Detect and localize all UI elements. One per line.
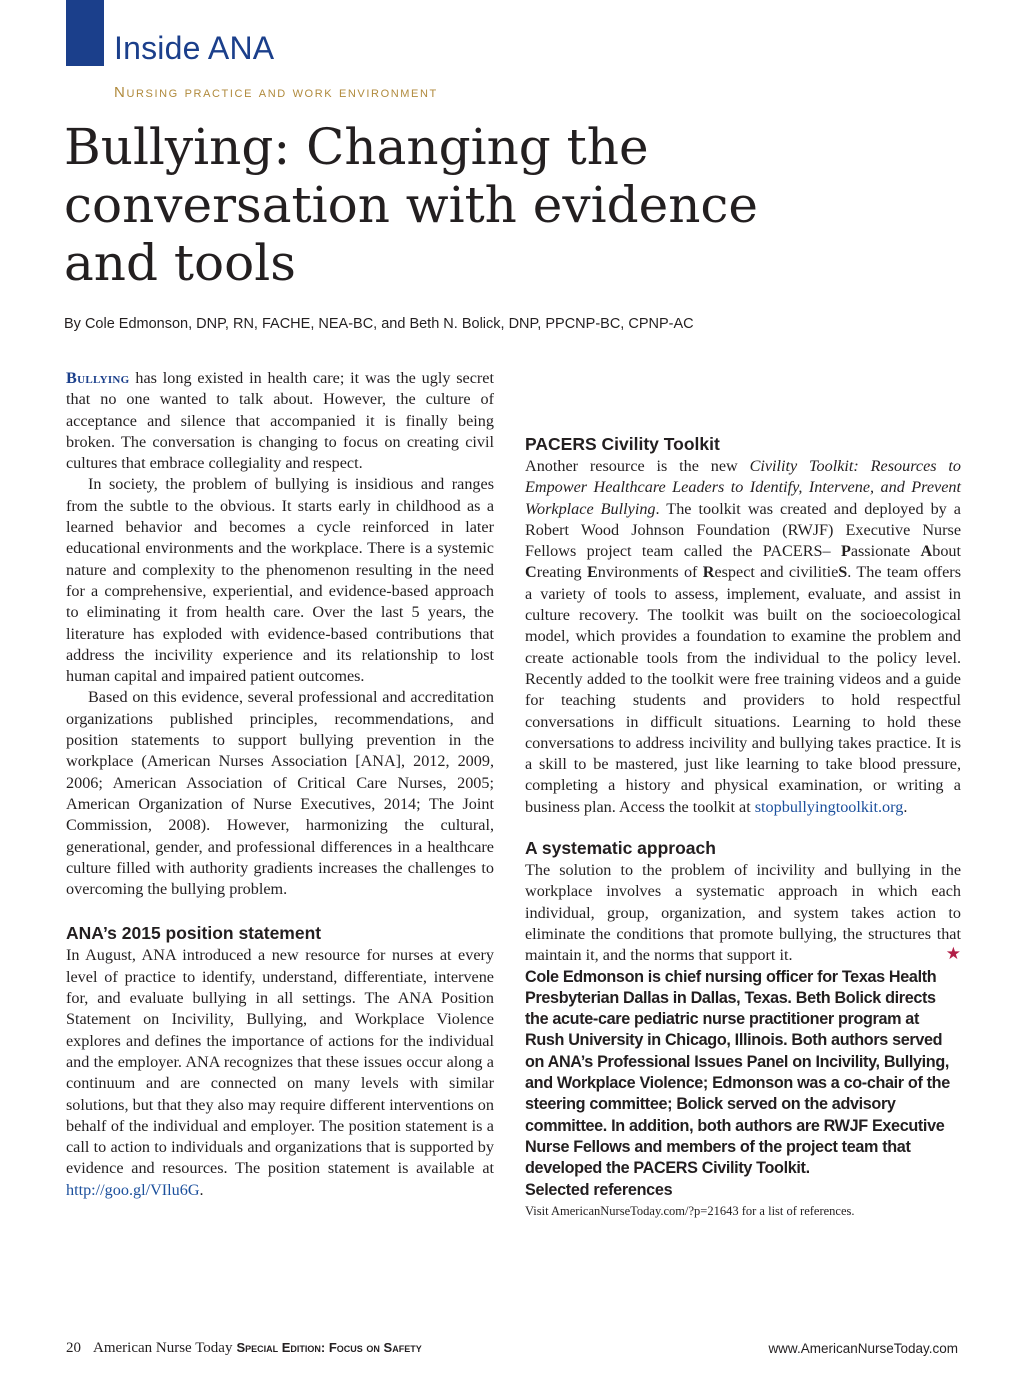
acronym-a-rest: bout [932, 542, 961, 561]
acronym-e: E [586, 563, 598, 582]
ana-text: In August, ANA introduced a new resource for nurses at every level of practice to identify, understand, differentiate, intervene for, and evaluate bullying in all settings. The ANA Position Statement on Incivility, Bullying, and Workplace Violence explores and defines the importance of actions for the individual and the employer. ANA recognizes that these issues occur along a continuum and are connected on many levels with similar solutions, but that they also may require different interventions on behalf of the individual and employer. The position statement is a call to action to individuals and organizations that is supported by evidence and resources. The position statement is available at [66, 946, 494, 1178]
acronym-c: C [525, 563, 537, 582]
pacers-text-1: Another resource is the new [525, 457, 750, 475]
lead-word: Bullying [66, 369, 130, 387]
acronym-e-rest: nvironments of [597, 563, 703, 582]
page-number: 20 [66, 1340, 81, 1356]
pacers-text-2: . The toolkit was created and deployed by a Robert Wood Johnson Foundation (RWJF) Executive Nurse Fellows project team called the PACERS– [525, 499, 961, 561]
acronym-a: A [920, 542, 933, 561]
references-heading: Selected references [525, 1180, 673, 1199]
byline: By Cole Edmonson, DNP, RN, FACHE, NEA-BC, and Beth N. Bolick, DNP, PPCNP-BC, CPNP-AC [64, 316, 694, 332]
subsection-title: Nursing practice and work environment [114, 84, 438, 101]
toolkit-link[interactable]: stopbullyingtoolkit.org [754, 797, 904, 816]
acronym-r-rest: espect and civilitie [714, 563, 839, 582]
heading-pacers: PACERS Civility Toolkit [525, 434, 720, 454]
heading-systematic-approach: A systematic approach [525, 838, 716, 859]
paragraph-pacers: Another resource is the new Civility Toolkit: Resources to Empower Healthcare Leaders to Identify, Intervene, and Prevent Workplace Bullying. The toolkit was created and deployed by a Robert Wood Johnson Foundation (RWJF) Executive Nurse Fellows project team called the PACERS– Passionate About Creating Environments of Respect and civilitieS. The team offers a variety of tools to assess, implement, evaluate, and assist in culture recovery. The toolkit was built on the socioecological model, which provides a foundation to examine the problem and create actionable tools from the individual to the policy level. Recently added to the toolkit were free training videos and a guide for teaching students and providers to hold respectful conversations in difficult situations. Learning to hold these conversations to address incivility and bullying takes practice. It is a skill to be mastered, just like learning to take blood pressure, completing a history and physical examination, or writing a business plan. Access the toolkit at stopbullyingtoolkit.org. [525, 457, 961, 816]
column-right-content [525, 432, 961, 1221]
heading-ana-position: ANA’s 2015 position statement [66, 923, 322, 944]
acronym-r: R [702, 563, 715, 582]
article-headline: Bullying: Changing the conversation with evidence and tools [64, 118, 758, 292]
systematic-text: The solution to the problem of incivility and bullying in the workplace involves a systematic approach in which each individual, group, organization, and system takes action to eliminate the conditions that promote bullying, the structures that maintain it, and the norms that support it. [525, 861, 961, 965]
end-star-icon: ★ [945, 944, 961, 964]
footer-url[interactable]: www.AmericanNurseToday.com [768, 1341, 958, 1356]
pacers-text-3: . The team offers a variety of tools to assess, implement, evaluate, and assist in culture recovery. The toolkit was built on the socioecological model, which provides a foundation to examine the problem and create actionable tools from the individual to the policy level. Recently added to the toolkit were free training videos and a guide for teaching students and providers to hold respectful conversations in difficult situations. Learning to hold these conversations to address incivility and bullying takes practice. It is a skill to be mastered, just like learning to take blood pressure, completing a history and physical examination, or writing a business plan. Access the toolkit at [525, 563, 961, 816]
paragraph-society: In society, the problem of bullying is insidious and ranges from the subtle to the obvious. It starts early in childhood as a learned behavior and becomes a cycle reinforced in later educational environments and the workplace. There is a systemic nature and complexity to the phenomenon resulting in the need for a comprehensive, experiential, and evidence-based approach to eliminating it from health care. Over the last 5 years, the literature has exploded with evidence-based contributions that address the incivility experience and its relationship to lost human capital and impaired patient outcomes. [66, 475, 494, 686]
acronym-s: S [838, 563, 848, 582]
intro-paragraph [66, 368, 494, 474]
toolkit-title: Civility Toolkit: Resources to Empower Healthcare Leaders to Identify, Intervene, and Prevent Workplace Bullying [525, 457, 961, 518]
edition-name: Special Edition: Focus on Safety [236, 1340, 422, 1355]
paragraph-evidence: Based on this evidence, several professional and accreditation organizations published principles, recommendations, and position statements to support bullying prevention in the workplace (American Nurses Association [ANA], 2012, 2009, 2006; American Association of Critical Care Nurses, 2005; American Organization of Nurse Executives, 2014; The Joint Commission, 2008). However, harmonizing the cultural, generational, gender, and professional differences in a healthcare culture filled with authority gradients increases the challenges to overcoming the bullying problem. [66, 688, 494, 899]
acronym-p: P [840, 542, 851, 561]
paragraph-ana-position: In August, ANA introduced a new resource for nurses at every level of practice to identify, understand, differentiate, intervene for, and evaluate bullying in all settings. The ANA Position Statement on Incivility, Bullying, and Workplace Violence explores and defines the importance of actions for the individual and the employer. ANA recognizes that these issues occur along a continuum and are connected on many levels with similar solutions, but that they also may require different interventions on behalf of the individual and employer. The position statement is a call to action to individuals and organizations that is supported by evidence and resources. The position statement is available at http://goo.gl/VIlu6G. [66, 946, 494, 1199]
acronym-c-rest: reating [536, 563, 587, 582]
magazine-name: American Nurse Today [93, 1340, 233, 1356]
header-color-bar [66, 0, 104, 66]
author-bio: Cole Edmonson is chief nursing officer for Texas Health Presbyterian Dallas in Dallas, Texas. Beth Bolick directs the acute-care pediatric nurse practitioner program at Rush University in Chicago, Illinois. Both authors served on ANA’s Professional Issues Panel on Incivility, Bullying, and Workplace Violence; Edmonson was a co-chair of the steering committee; Bolick served on the advisory committee. In addition, both authors are RWJF Executive Nurse Fellows and members of the project team that developed the PACERS Civility Toolkit. [525, 967, 950, 1178]
section-title: Inside ANA [114, 30, 275, 66]
column-left [66, 368, 494, 1201]
references-text: Visit AmericanNurseToday.com/?p=21643 for a list of references. [525, 1203, 855, 1218]
footer-left [66, 1340, 422, 1357]
acronym-p-rest: assionate [850, 542, 921, 561]
position-statement-link[interactable]: http://goo.gl/VIlu6G [66, 1180, 200, 1199]
paragraph-systematic [525, 860, 961, 966]
intro-text: has long existed in health care; it was the ugly secret that no one wanted to talk about. However, the culture of acceptance and silence that accompanied it is finally being broken. The conversation is changing to focus on creating civil cultures that embrace collegiality and respect. [66, 369, 494, 473]
